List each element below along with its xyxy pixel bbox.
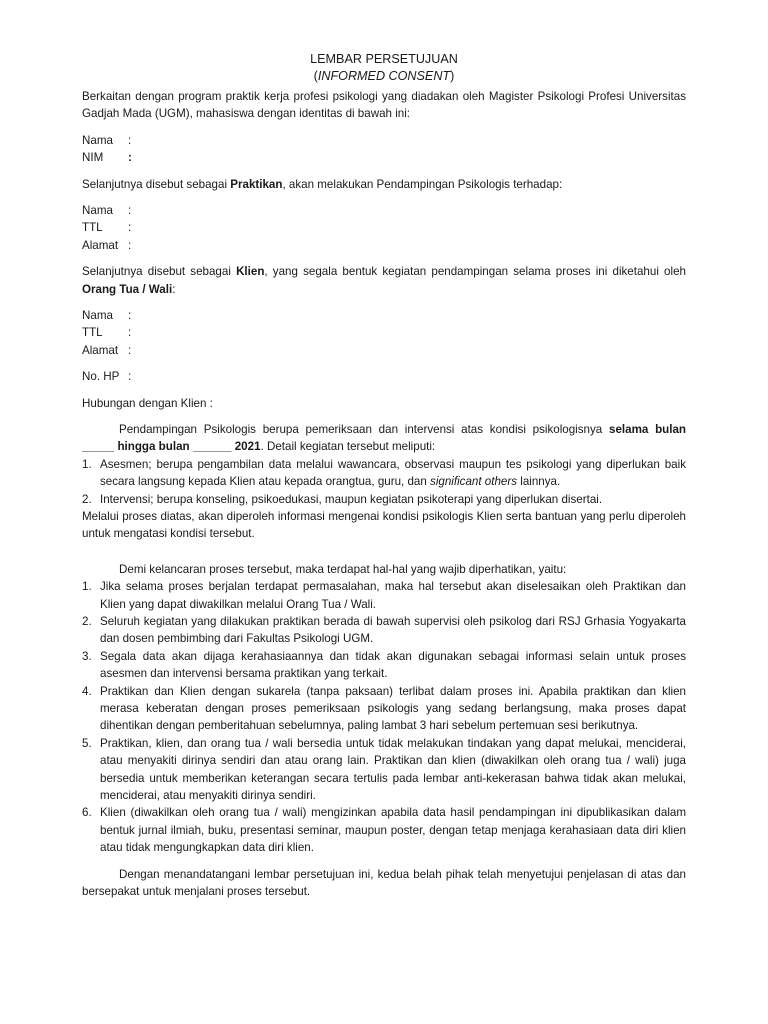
list-item: 6. Klien (diwakilkan oleh orang tua / wali) mengizinkan apabila data hasil pendampingan ini dipublikasikan dalam bentuk jurnal ilmiah, buku, presentasi seminar, maupun poster, dengan tetap menjaga kerahasiaan data diri klien atau tidak mengungkapkan data diri klien.	[82, 806, 686, 855]
process-paragraph: Melalui proses diatas, akan diperoleh informasi mengenai kondisi psikologis Klien serta bantuan yang perlu diperoleh untuk mengatasi kondisi tersebut.	[82, 509, 686, 541]
client-ttl-field: TTL :	[82, 221, 132, 235]
client-identity-fields	[82, 202, 686, 254]
guardian-address-field: Alamat :	[82, 343, 132, 357]
guardian-identity-fields	[82, 307, 686, 359]
requirements-intro: Demi kelancaran proses tersebut, maka terdapat hal-hal yang wajib diperhatikan, yaitu:	[119, 562, 567, 576]
list-item: 4. Praktikan dan Klien dengan sukarela (tanpa paksaan) terlibat dalam proses ini. Apabila praktikan dan klien merasa keberatan dengan proses pemeriksaan psikologis yang sedang berlangsung, maka proses dapat dihentikan dengan pemberitahuan sebelumnya, paling lambat 3 hari sebelum pertemuan sesi berikutnya.	[82, 684, 686, 733]
requirements-list	[82, 578, 686, 857]
list-item: 2. Intervensi; berupa konseling, psikoedukasi, maupun kegiatan psikoterapi yang diperlukan disertai.	[82, 492, 603, 506]
guardian-name-field: Nama :	[82, 308, 132, 322]
client-relation-line: Hubungan dengan Klien :	[82, 396, 213, 410]
intro-paragraph: Berkaitan dengan program praktik kerja profesi psikologi yang diadakan oleh Magister Psikologi Profesi Universitas Gadjah Mada (UGM), mahasiswa dengan identitas di bawah ini:	[82, 90, 686, 121]
student-identity-fields	[82, 132, 686, 167]
client-name-field: Nama :	[82, 204, 132, 217]
list-item: 1. Jika selama proses berjalan terdapat permasalahan, maka hal tersebut akan diselesaikan oleh Praktikan dan Klien yang dapat diwakilkan melalui Orang Tua / Wali.	[82, 580, 686, 611]
list-item: 2. Seluruh kegiatan yang dilakukan praktikan berada di bawah supervisi oleh psikolog dari RSJ Grhasia Yogyakarta dan dosen pembimbing dari Fakultas Psikologi UGM.	[82, 615, 686, 646]
document-subtitle: (INFORMED CONSENT)	[313, 69, 455, 83]
guardian-phone-field: No. HP :	[82, 370, 132, 384]
assistance-paragraph: Pendampingan Psikologis berupa pemeriksaan dan intervensi atas kondisi psikologisnya selama bulan _____ hingga bulan ______ 2021. Detail kegiatan tersebut meliputi:	[82, 422, 686, 454]
list-item: 1. Asesmen; berupa pengambilan data melalui wawancara, observasi maupun tes psikologi yang diperlukan baik secara langsung kepada Klien atau kepada orangtua, guru, dan significant others lainnya.	[82, 457, 686, 489]
student-nim-field: NIM :	[82, 151, 132, 165]
student-name-field: Nama :	[82, 133, 132, 147]
client-address-field: Alamat :	[82, 238, 132, 252]
closing-paragraph: Dengan menandatangani lembar persetujuan ini, kedua belah pihak telah menyetujui penjelasan di atas dan bersepakat untuk menjalani proses tersebut.	[82, 867, 686, 899]
list-item: 3. Segala data akan dijaga kerahasiaannya dan tidak akan digunakan sebagai informasi selain untuk proses asesmen dan intervensi bersama praktikan yang terkait.	[82, 649, 686, 681]
document-title: LEMBAR PERSETUJUAN	[310, 52, 458, 66]
list-item: 5. Praktikan, klien, dan orang tua / wali bersedia untuk tidak melakukan tindakan yang dapat melukai, menciderai, atau menyakiti dirinya sendiri dan atau orang lain. Praktikan dan klien (diwakilkan oleh orang tua / wali) juga bersedia untuk memberikan keterangan secara tertulis pada lembar anti-kekerasan bahwa tidak akan melukai, menciderai, atau menyakiti dirinya sendiri.	[82, 736, 686, 803]
guardian-ttl-field: TTL :	[82, 326, 132, 340]
activities-list	[82, 456, 686, 508]
klien-statement: Selanjutnya disebut sebagai Klien, yang segala bentuk kegiatan pendampingan selama proses ini diketahui oleh Orang Tua / Wali:	[82, 265, 686, 296]
praktikan-statement: Selanjutnya disebut sebagai Praktikan, akan melakukan Pendampingan Psikologis terhadap:	[82, 177, 563, 191]
